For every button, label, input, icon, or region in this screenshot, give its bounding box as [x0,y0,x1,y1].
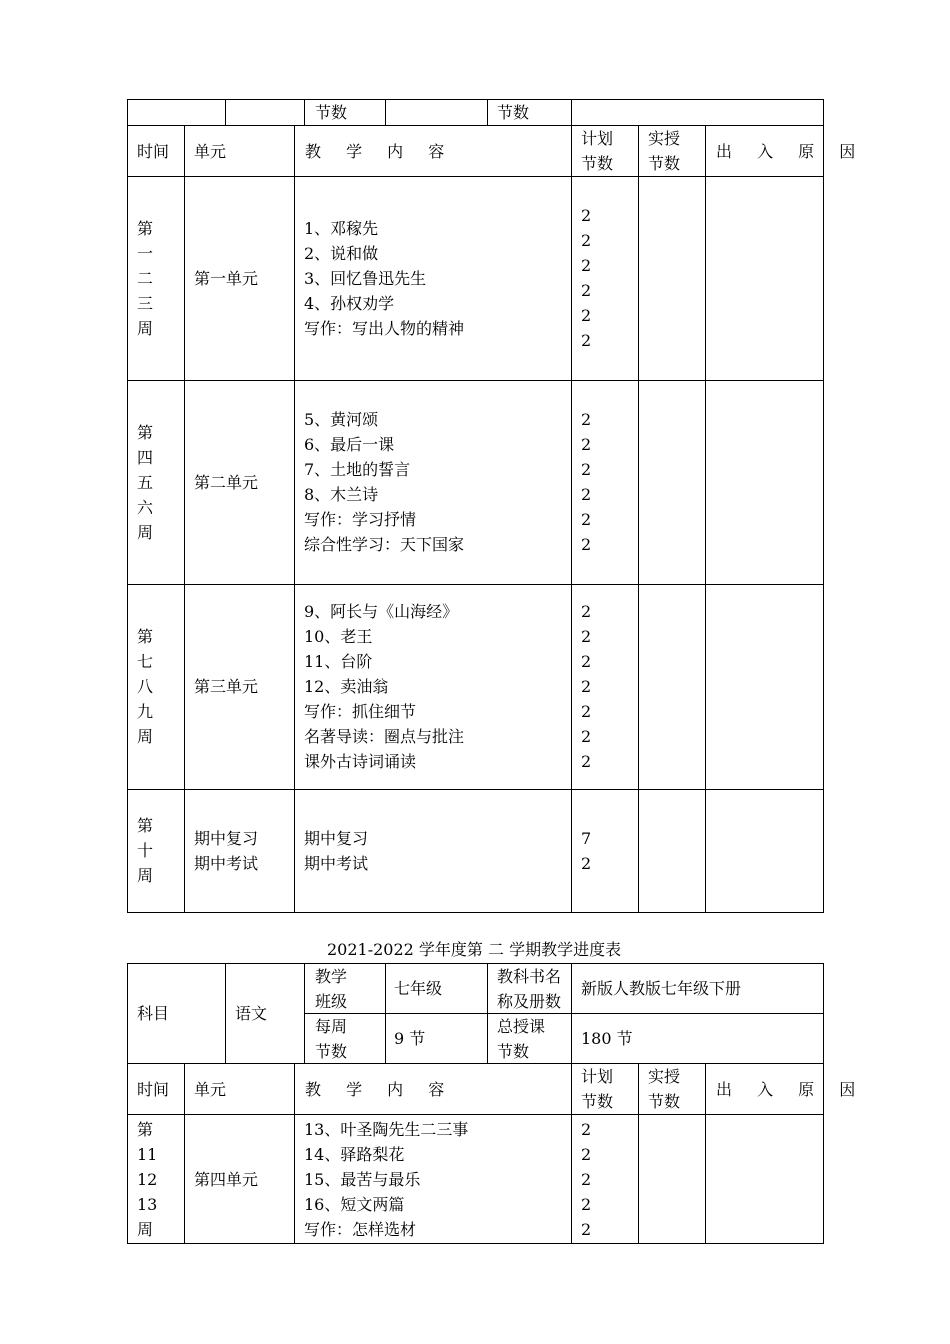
week-cell: 第 四 五 六 周 [137,423,154,542]
plan-cell: 2 2 2 2 2 2 [581,410,592,554]
subject-value: 语文 [235,1004,268,1023]
header-actual: 实授 节数 [648,129,681,173]
weekly-value: 9 节 [394,1029,426,1048]
week-cell: 第 七 八 九 周 [137,627,154,746]
header-reason: 出 入 原 因 [716,142,866,161]
unit-cell: 第二单元 [194,473,259,492]
week-cell: 第 一 二 三 周 [137,219,154,338]
unit-cell: 第三单元 [194,677,259,696]
plan-cell: 2 2 2 2 2 [581,1120,592,1239]
header-time: 时间 [137,142,170,161]
content-cell: 1、邓稼先 2、说和做 3、回忆鲁迅先生 4、孙权劝学 写作：写出人物的精神 [304,219,465,338]
total-label: 总授课 节数 [497,1017,546,1061]
class-label: 教学 班级 [315,967,348,1011]
unit-cell: 第一单元 [194,269,259,288]
content-cell: 5、黄河颂 6、最后一课 7、土地的誓言 8、木兰诗 写作：学习抒情 综合性学习：天下国家 [304,410,465,554]
header-time: 时间 [137,1080,170,1099]
unit-cell: 期中复习 期中考试 [194,829,259,873]
top-row-sessions-label: 节数 [315,103,348,122]
content-cell: 13、叶圣陶先生二三事 14、驿路梨花 15、最苦与最乐 16、短文两篇 写作：怎样选材 [304,1120,469,1239]
header-reason: 出 入 原 因 [716,1080,866,1099]
header-plan: 计划 节数 [581,129,614,173]
header-plan: 计划 节数 [581,1067,614,1111]
total-value: 180 节 [581,1029,633,1048]
header-actual: 实授 节数 [648,1067,681,1111]
plan-cell: 2 2 2 2 2 2 [581,206,592,350]
header-content: 教 学 内 容 [305,1080,455,1099]
class-value: 七年级 [394,979,443,998]
plan-cell: 7 2 [581,829,592,873]
textbook-value: 新版人教版七年级下册 [581,979,742,998]
textbook-label: 教科书名 称及册数 [497,967,562,1011]
header-content: 教 学 内 容 [305,142,455,161]
weekly-label: 每周 节数 [315,1017,348,1061]
top-row-sessions-label-2: 节数 [497,103,530,122]
unit-cell: 第四单元 [194,1170,259,1189]
header-unit: 单元 [194,1080,227,1099]
subject-label: 科目 [137,1004,170,1023]
week-cell: 第 十 周 [137,816,154,885]
content-cell: 9、阿长与《山海经》 10、老王 11、台阶 12、卖油翁 写作：抓住细节 名著导读：圈点与批注 课外古诗词诵读 [304,602,465,771]
content-cell: 期中复习 期中考试 [304,829,369,873]
header-unit: 单元 [194,142,227,161]
plan-cell: 2 2 2 2 2 2 2 [581,602,592,771]
week-cell: 第 11 12 13 周 [137,1120,158,1239]
schedule-title: 2021-2022 学年度第 二 学期教学进度表 [327,940,622,959]
